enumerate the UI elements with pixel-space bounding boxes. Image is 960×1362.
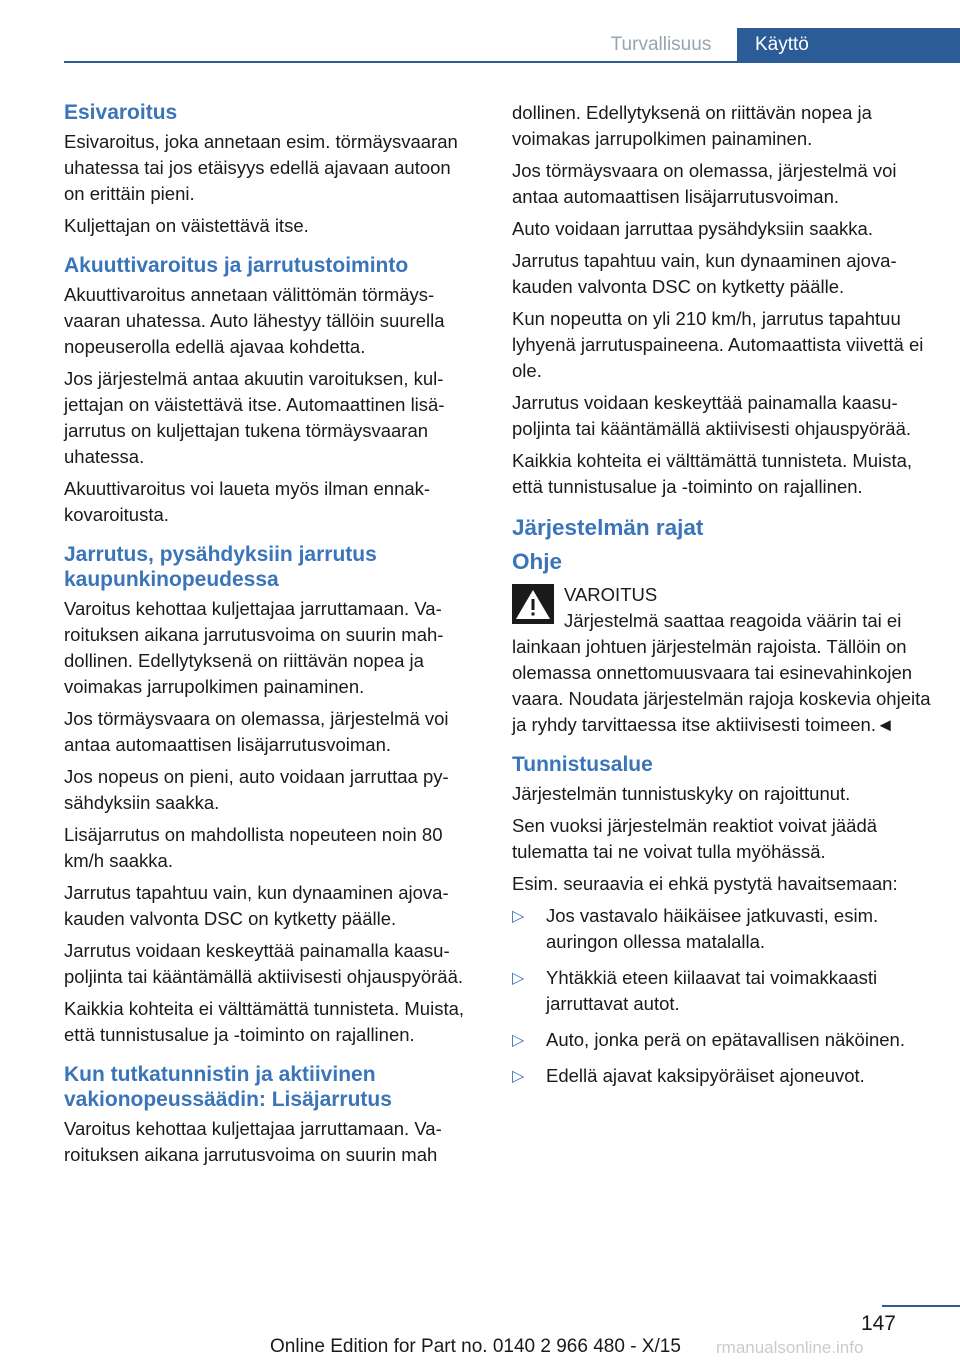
list-item: [512, 903, 932, 955]
footer-rule: [882, 1305, 960, 1307]
header-tab-kaytto[interactable]: Käyttö: [737, 28, 960, 61]
paragraph: Kuljettajan on väistettävä itse.: [64, 215, 309, 236]
paragraph: Jos nopeus on pieni, auto voidaan jarruttaa pysähdyksiin saakka.: [64, 766, 449, 813]
warning-title: VAROITUS: [564, 584, 658, 605]
watermark-text: rmanualsonline.info: [716, 1338, 864, 1357]
paragraph: Kaikkia kohteita ei välttämättä tunnisteta. Muista, että tunnistusalue ja -toiminto on rajallinen.: [512, 450, 913, 497]
warning-text: lainkaan johtuen järjestelmän rajoista. Tällöin on olemassa onnettomuusvaara tai esinevahinkojen vaara. Noudata järjestelmän rajoja koskevia ohjeita ja ryhdy tarvittaessa itse aktiivisesti toimeen.◄: [512, 636, 931, 735]
warning-text-first: Järjestelmä saattaa reagoida väärin tai ei: [564, 610, 902, 631]
bullet-triangle-icon: ▷: [512, 1032, 525, 1049]
paragraph: Jos törmäysvaara on olemassa, järjestelmä voi antaa automaattisen lisäjarrutusvoiman.: [512, 160, 897, 207]
page-footer: [0, 1296, 960, 1362]
warning-box: [512, 582, 932, 738]
list-item-text: Yhtäkkiä eteen kiilaavat tai voimakkaasti jarruttavat autot.: [546, 967, 878, 1014]
paragraph: Kaikkia kohteita ei välttämättä tunnisteta. Muista, että tunnistusalue ja -toiminto on rajallinen.: [64, 998, 465, 1045]
paragraph: Akuuttivaroitus annetaan välittömän törmäysvaaran uhatessa. Auto lähestyy tällöin suurella nopeuserolla edellä ajavaa kohdetta.: [64, 284, 445, 357]
list-item-text: Auto, jonka perä on epätavallisen näköinen.: [546, 1029, 905, 1050]
page-number: 147: [860, 1312, 896, 1335]
bullet-triangle-icon: ▷: [512, 1068, 525, 1085]
paragraph: Akuuttivaroitus voi laueta myös ilman ennakkovaroitusta.: [64, 478, 431, 525]
list-item: [512, 1027, 932, 1053]
paragraph: Esivaroitus, joka annetaan esim. törmäysvaaran uhatessa tai jos etäisyys edellä ajavaan autoon on erittäin pieni.: [64, 131, 458, 204]
paragraph: Jarrutus voidaan keskeyttää painamalla kaasupoljinta tai kääntämällä aktiivisesti ohjauspyörää.: [512, 392, 911, 439]
page-header: [0, 28, 960, 62]
paragraph: Auto voidaan jarruttaa pysähdyksiin saakka.: [512, 218, 873, 239]
paragraph: Esim. seuraavia ei ehkä pystytä havaitsemaan:: [512, 873, 898, 894]
bullet-triangle-icon: ▷: [512, 970, 525, 987]
heading-lisajarrutus: Kun tutkatunnistin ja aktiivinen vakionopeussäädin: Lisäjarrutus: [64, 1063, 392, 1111]
paragraph: Kun nopeutta on yli 210 km/h, jarrutus tapahtuu lyhyenä jarrutuspaineena. Automaattista viivettä ei ole.: [512, 308, 924, 381]
heading-esivaroitus: Esivaroitus: [64, 101, 178, 124]
warning-triangle-icon: [512, 584, 554, 624]
paragraph: Lisäjarrutus on mahdollista nopeuteen noin 80 km/h saakka.: [64, 824, 443, 871]
header-tab-turvallisuus[interactable]: Turvallisuus: [610, 34, 712, 55]
heading-tunnistusalue: Tunnistusalue: [512, 753, 653, 776]
left-column: [64, 100, 476, 1174]
list-item-text: Edellä ajavat kaksipyöräiset ajoneuvot.: [546, 1065, 865, 1086]
paragraph: Varoitus kehottaa kuljettajaa jarruttamaan. Varoituksen aikana jarrutusvoima on suurin mahdollinen. Edellytyksenä on riittävän nopea ja voimakas jarrupolkimen painaminen.: [64, 598, 444, 697]
paragraph: Jarrutus tapahtuu vain, kun dynaaminen ajovakauden valvonta DSC on kytketty päälle.: [512, 250, 897, 297]
heading-akuuttivaroitus: Akuuttivaroitus ja jarrutustoiminto: [64, 254, 409, 277]
edition-text: Online Edition for Part no. 0140 2 966 480 - X/15: [270, 1336, 681, 1357]
bullet-triangle-icon: ▷: [512, 908, 525, 925]
heading-jarjestelman-rajat: Järjestelmän rajat: [512, 515, 704, 540]
bullet-list: [512, 903, 932, 1089]
heading-ohje: Ohje: [512, 549, 563, 574]
list-item: [512, 1063, 932, 1089]
paragraph: dollinen. Edellytyksenä on riittävän nopea ja voimakas jarrupolkimen painaminen.: [512, 102, 872, 149]
paragraph: Jarrutus tapahtuu vain, kun dynaaminen ajovakauden valvonta DSC on kytketty päälle.: [64, 882, 449, 929]
list-item-text: Jos vastavalo häikäisee jatkuvasti, esim. auringon ollessa matalalla.: [546, 905, 879, 952]
paragraph: Jarrutus voidaan keskeyttää painamalla kaasupoljinta tai kääntämällä aktiivisesti ohjauspyörää.: [64, 940, 463, 987]
right-column: [512, 100, 932, 1099]
header-rule: [64, 61, 960, 63]
heading-jarrutus-kaupunkinopeudessa: Jarrutus, pysähdyksiin jarrutus kaupunkinopeudessa: [64, 543, 377, 591]
paragraph: Jos törmäysvaara on olemassa, järjestelmä voi antaa automaattisen lisäjarrutusvoiman.: [64, 708, 449, 755]
paragraph: Sen vuoksi järjestelmän reaktiot voivat jäädä tulematta tai ne voivat tulla myöhässä.: [512, 815, 878, 862]
paragraph: Varoitus kehottaa kuljettajaa jarruttamaan. Varoituksen aikana jarrutusvoima on suurin mah: [64, 1118, 442, 1165]
paragraph: Järjestelmän tunnistuskyky on rajoittunut.: [512, 783, 851, 804]
list-item: [512, 965, 932, 1017]
paragraph: Jos järjestelmä antaa akuutin varoituksen, kuljettajan on väistettävä itse. Automaattinen lisäjarrutus on kuljettajan tukena törmäysvaaran uhatessa.: [64, 368, 445, 467]
